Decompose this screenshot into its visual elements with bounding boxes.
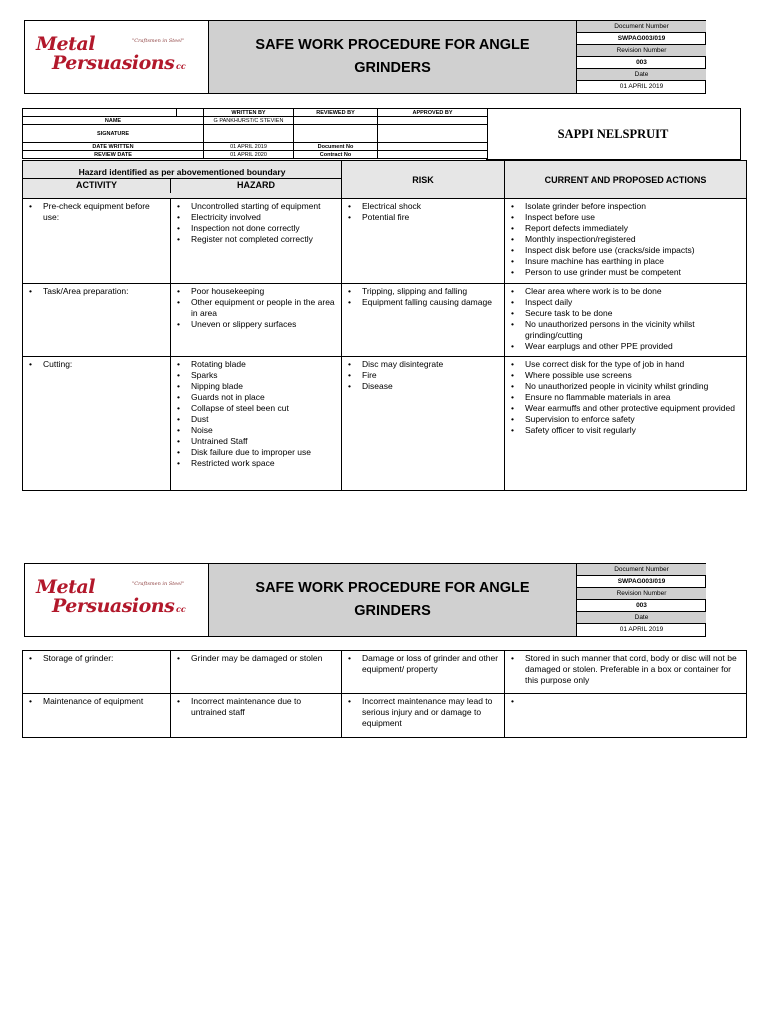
list-item: • Poor housekeeping	[191, 286, 337, 297]
risk-list	[342, 357, 504, 392]
document-title: SAFE WORK PROCEDURE FOR ANGLE GRINDERS	[255, 37, 530, 76]
actions-list	[505, 284, 746, 352]
blank-cell	[378, 125, 488, 143]
document-no-label: Document No	[294, 143, 378, 151]
list-item: • Incorrect maintenance due to untrained staff	[191, 696, 337, 718]
risk-cell	[342, 694, 505, 738]
hazard-table-continued	[22, 650, 747, 738]
logo-suffix: cc	[176, 61, 186, 71]
activity-cell	[23, 357, 171, 491]
hazard-list	[171, 199, 341, 245]
hazard-rows-continued	[23, 651, 747, 738]
blank-cell	[378, 117, 488, 125]
actions-list	[505, 651, 746, 686]
date-written-label: DATE WRITTEN	[23, 143, 204, 151]
name-value: G PANKHURST/C STEVIEN	[204, 117, 294, 125]
company-logo	[25, 21, 209, 93]
review-date: 01 APRIL 2020	[204, 151, 294, 159]
logo-tagline: "Craftsmen in Steel"	[132, 581, 185, 587]
boundary-header: Hazard identified as per abovementioned boundary	[23, 166, 341, 179]
list-item: • No unauthorized people in vicinity whilst grinding	[525, 381, 742, 392]
hazard-cell	[171, 199, 342, 284]
approved-by-label: APPROVED BY	[378, 109, 488, 117]
list-item: • Secure task to be done	[525, 308, 742, 319]
risk-cell	[342, 199, 505, 284]
list-item: • Safety officer to visit regularly	[525, 425, 742, 436]
revision-label: Revision Number	[577, 588, 706, 600]
activity-cell	[23, 651, 171, 694]
document-date: 01 APRIL 2019	[619, 626, 664, 633]
table-row	[23, 199, 747, 284]
list-item: • Cutting:	[43, 359, 166, 370]
actions-cell	[505, 357, 747, 491]
table-row	[23, 694, 747, 738]
document-title: SAFE WORK PROCEDURE FOR ANGLE GRINDERS	[255, 580, 530, 619]
contract-no-label: Contract No	[294, 151, 378, 159]
risk-list	[342, 199, 504, 223]
date-written: 01 APRIL 2019	[204, 143, 294, 151]
list-item: • Incorrect maintenance may lead to serious injury and or damage to equipment	[362, 696, 500, 729]
list-item: • Sparks	[191, 370, 337, 381]
document-meta	[576, 21, 706, 93]
actions-cell	[505, 284, 747, 357]
list-item: • Damage or loss of grinder and other equipment/ property	[362, 653, 500, 675]
list-item: • Electricity involved	[191, 212, 337, 223]
reviewed-by-label: REVIEWED BY	[294, 109, 378, 117]
table-row	[23, 357, 747, 491]
list-item: • Report defects immediately	[525, 223, 742, 234]
actions-cell	[505, 651, 747, 694]
revision-label: Revision Number	[577, 45, 706, 57]
list-item: • Inspect disk before use (cracks/side impacts)	[525, 245, 742, 256]
activity-list	[23, 694, 170, 707]
activity-list	[23, 651, 170, 664]
revision-number: 003	[577, 57, 706, 69]
list-item: • Disc may disintegrate	[362, 359, 500, 370]
list-item: • Electrical shock	[362, 201, 500, 212]
list-item: • Equipment falling causing damage	[362, 297, 500, 308]
logo-tagline: "Craftsmen in Steel"	[132, 38, 185, 44]
name-label: NAME	[23, 117, 204, 125]
actions-list	[505, 357, 746, 436]
activity-cell	[23, 199, 171, 284]
list-item: • Collapse of steel been cut	[191, 403, 337, 414]
list-item: • Wear earplugs and other PPE provided	[525, 341, 742, 352]
date-label: Date	[577, 69, 706, 81]
hazard-list	[171, 284, 341, 330]
hazard-cell	[171, 651, 342, 694]
list-item: • Uncontrolled starting of equipment	[191, 201, 337, 212]
document-date: 01 APRIL 2019	[619, 83, 664, 90]
table-row	[23, 284, 747, 357]
logo-word-metal: Metal	[36, 33, 95, 55]
list-item: • Rotating blade	[191, 359, 337, 370]
list-item: • Nipping blade	[191, 381, 337, 392]
list-item: • Insure machine has earthing in place	[525, 256, 742, 267]
activity-list	[23, 284, 170, 297]
list-item: • Dust	[191, 414, 337, 425]
actions-list	[505, 694, 746, 696]
list-item: • Other equipment or people in the area in area	[191, 297, 337, 319]
blank-cell	[294, 117, 378, 125]
blank-cell	[378, 143, 488, 151]
signoff-block	[22, 108, 741, 160]
hazard-cell	[171, 694, 342, 738]
list-item: • Use correct disk for the type of job in hand	[525, 359, 742, 370]
risk-cell	[342, 284, 505, 357]
hazard-cell	[171, 284, 342, 357]
list-item: • Ensure no flammable materials in area	[525, 392, 742, 403]
list-item: • Wear earmuffs and other protective equipment provided	[525, 403, 742, 414]
page2-header	[24, 563, 706, 637]
risk-list	[342, 651, 504, 675]
list-item: • Clear area where work is to be done	[525, 286, 742, 297]
hazard-cell	[171, 357, 342, 491]
activity-cell	[23, 284, 171, 357]
logo-word-metal: Metal	[36, 576, 95, 598]
col-hazard: HAZARD	[237, 180, 275, 190]
list-item: • Disease	[362, 381, 500, 392]
list-item: • Fire	[362, 370, 500, 381]
page1-header	[24, 20, 706, 94]
list-item: • Inspect before use	[525, 212, 742, 223]
list-item: • Monthly inspection/registered	[525, 234, 742, 245]
actions-cell	[505, 694, 747, 738]
list-item: • Stored in such manner that cord, body or disc will not be damaged or stolen. Preferable in a box or container for this purpose only	[525, 653, 742, 686]
hazard-rows	[23, 199, 747, 491]
list-item: • Isolate grinder before inspection	[525, 201, 742, 212]
list-item: • Disk failure due to improper use	[191, 447, 337, 458]
date-label: Date	[577, 612, 706, 624]
logo-suffix: cc	[176, 604, 186, 614]
col-actions: CURRENT AND PROPOSED ACTIONS	[505, 161, 747, 199]
doc-number: SWPAG003/019	[577, 33, 706, 45]
doc-number-label: Document Number	[577, 564, 706, 576]
risk-cell	[342, 357, 505, 491]
activity-list	[23, 357, 170, 370]
signature-label: SIGNATURE	[23, 125, 204, 143]
doc-number-label: Document Number	[577, 21, 706, 33]
list-item: • Task/Area preparation:	[43, 286, 166, 297]
company-logo	[25, 564, 209, 636]
logo-word-persuasions: Persuasions	[52, 595, 175, 617]
list-item: • Maintenance of equipment	[43, 696, 166, 707]
blank-cell	[177, 109, 204, 117]
site-name: SAPPI NELSPRUIT	[486, 108, 741, 160]
list-item: • Noise	[191, 425, 337, 436]
blank-cell	[294, 125, 378, 143]
list-item: • Storage of grinder:	[43, 653, 166, 664]
logo-word-persuasions: Persuasions	[52, 52, 175, 74]
list-item: • Untrained Staff	[191, 436, 337, 447]
list-item: • Supervision to enforce safety	[525, 414, 742, 425]
actions-cell	[505, 199, 747, 284]
list-item: • Register not completed correctly	[191, 234, 337, 245]
hazard-list	[171, 357, 341, 469]
list-item: • No unauthorized persons in the vicinity whilst grinding/cutting	[525, 319, 742, 341]
signature-cell	[204, 125, 294, 143]
activity-cell	[23, 694, 171, 738]
risk-list	[342, 694, 504, 729]
list-item: • Uneven or slippery surfaces	[191, 319, 337, 330]
list-item: • Person to use grinder must be competent	[525, 267, 742, 278]
list-item: • Inspection not done correctly	[191, 223, 337, 234]
doc-number: SWPAG003/019	[577, 576, 706, 588]
col-activity: ACTIVITY	[23, 179, 171, 193]
risk-list	[342, 284, 504, 308]
hazard-table	[22, 160, 747, 491]
list-item: • Inspect daily	[525, 297, 742, 308]
col-risk: RISK	[342, 161, 505, 199]
activity-list	[23, 199, 170, 223]
table-row	[23, 651, 747, 694]
list-item: • Where possible use screens	[525, 370, 742, 381]
list-item: • Potential fire	[362, 212, 500, 223]
blank-cell	[23, 109, 177, 117]
activity-hazard-header	[23, 161, 342, 199]
revision-number: 003	[577, 600, 706, 612]
list-item: • Guards not in place	[191, 392, 337, 403]
risk-cell	[342, 651, 505, 694]
blank-cell	[378, 151, 488, 159]
hazard-list	[171, 651, 341, 664]
hazard-list	[171, 694, 341, 718]
list-item: • Grinder may be damaged or stolen	[191, 653, 337, 664]
list-item: • Pre-check equipment before use:	[43, 201, 166, 223]
signoff-table	[22, 108, 488, 159]
written-by-label: WRITTEN BY	[204, 109, 294, 117]
list-item: • Restricted work space	[191, 458, 337, 469]
document-title-cell	[209, 21, 576, 93]
document-title-cell	[209, 564, 576, 636]
actions-list	[505, 199, 746, 278]
list-item: • Tripping, slipping and falling	[362, 286, 500, 297]
review-date-label: REVIEW DATE	[23, 151, 204, 159]
document-meta	[576, 564, 706, 636]
